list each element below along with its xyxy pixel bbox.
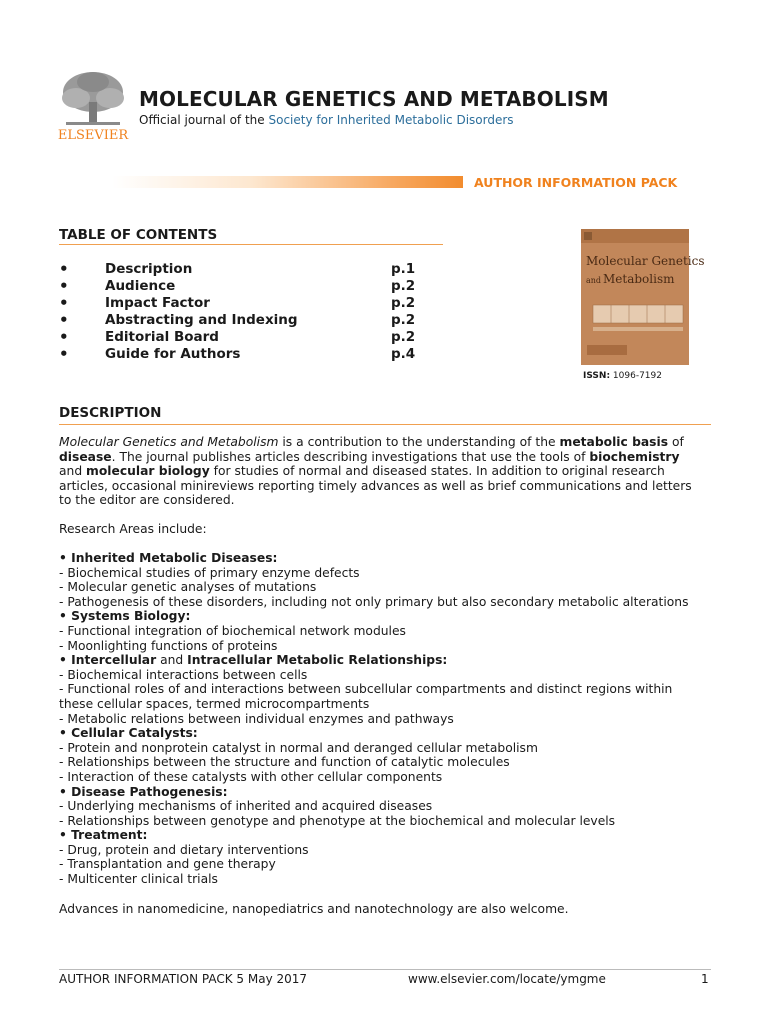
area-line: - Underlying mechanisms of inherited and acquired diseases — [59, 799, 433, 814]
elsevier-logo — [56, 68, 130, 142]
toc-item-impact-factor[interactable] — [59, 295, 429, 312]
intro-line-3 — [59, 464, 714, 479]
area-title: • Treatment: — [59, 828, 148, 843]
area-title: Intracellular Metabolic Relationships: — [187, 653, 448, 668]
toc-item-page: p.1 — [391, 261, 416, 277]
cover-title-and: and — [586, 276, 602, 285]
area-line: - Biochemical studies of primary enzyme defects — [59, 565, 360, 580]
intro-bold: molecular biology — [86, 464, 210, 479]
area-line: - Functional integration of biochemical network modules — [59, 623, 406, 638]
journal-subtitle — [139, 113, 514, 127]
pack-label: AUTHOR INFORMATION PACK — [474, 175, 678, 190]
toc-item-abstracting[interactable] — [59, 312, 429, 329]
intro-text: . The journal publishes articles describing investigations that use the tools of — [111, 449, 590, 464]
area-line: - Interaction of these catalysts with other cellular components — [59, 769, 443, 784]
footer-divider — [59, 969, 711, 970]
closing-paragraph: Advances in nanomedicine, nanopediatrics and nanotechnology are also welcome. — [59, 902, 569, 916]
area-line: - Molecular genetic analyses of mutations — [59, 580, 317, 595]
intro-line-4: articles, occasional minireviews reporting timely advances as well as brief communications and letters — [59, 478, 692, 493]
area-heading — [59, 653, 714, 668]
header-gradient-bar — [112, 176, 463, 188]
area-title: • Disease Pathogenesis: — [59, 784, 228, 799]
toc-heading: TABLE OF CONTENTS — [59, 227, 218, 243]
toc-item-page: p.2 — [391, 295, 416, 311]
toc-divider — [59, 244, 443, 245]
toc-item-title: Guide for Authors — [105, 346, 241, 362]
toc-item-page: p.2 — [391, 329, 416, 345]
toc-item-guide-for-authors[interactable] — [59, 346, 429, 363]
area-line: - Biochemical interactions between cells — [59, 667, 308, 682]
society-link[interactable]: Society for Inherited Metabolic Disorders — [268, 113, 514, 127]
description-heading: DESCRIPTION — [59, 405, 162, 421]
issn — [583, 371, 662, 381]
description-intro — [59, 435, 714, 508]
toc-item-page: p.4 — [391, 346, 416, 362]
footer-page-number: 1 — [701, 972, 709, 986]
area-bullet: • — [59, 653, 72, 668]
area-line: - Drug, protein and dietary interventions — [59, 842, 309, 857]
intro-line-1 — [59, 435, 714, 450]
toc-item-page: p.2 — [391, 278, 416, 294]
toc-item-editorial-board[interactable] — [59, 329, 429, 346]
intro-bold: biochemistry — [589, 449, 680, 464]
subtitle-prefix: Official journal of the — [139, 113, 269, 127]
toc-bullet: • — [59, 260, 69, 278]
toc-item-description[interactable] — [59, 261, 429, 278]
toc-item-title: Audience — [105, 278, 176, 294]
area-heading — [59, 785, 714, 800]
toc-bullet: • — [59, 294, 69, 312]
area-line: - Metabolic relations between individual enzymes and pathways — [59, 711, 454, 726]
area-line: - Multicenter clinical trials — [59, 872, 218, 887]
toc-bullet: • — [59, 311, 69, 329]
area-heading — [59, 828, 714, 843]
area-line: - Pathogenesis of these disorders, including not only primary but also secondary metabolic alterations — [59, 594, 689, 609]
area-line: - Functional roles of and interactions between subcellular compartments and distinct regions within — [59, 682, 673, 697]
area-conjunction: and — [156, 653, 188, 668]
area-line: these cellular spaces, termed microcompartments — [59, 696, 370, 711]
research-areas-list — [59, 551, 714, 887]
intro-text: of — [668, 435, 684, 449]
area-title: • Cellular Catalysts: — [59, 726, 198, 741]
area-title: • Inherited Metabolic Diseases: — [59, 551, 278, 565]
journal-cover-image — [581, 229, 705, 365]
journal-name-italic: Molecular Genetics and Metabolism — [59, 435, 279, 449]
toc-item-title: Description — [105, 261, 193, 277]
journal-title: MOLECULAR GENETICS AND METABOLISM — [139, 87, 609, 111]
toc-bullet: • — [59, 328, 69, 346]
area-heading — [59, 551, 714, 566]
area-line: - Relationships between the structure and function of catalytic molecules — [59, 755, 510, 770]
intro-bold: metabolic basis — [559, 435, 669, 449]
area-title: Intercellular — [71, 653, 157, 668]
intro-line-5: to the editor are considered. — [59, 493, 235, 508]
toc-item-audience[interactable] — [59, 278, 429, 295]
cover-title-line2: Metabolism — [603, 272, 675, 286]
area-line: - Relationships between genotype and phenotype at the biochemical and molecular levels — [59, 813, 616, 828]
publisher-wordmark: ELSEVIER — [57, 128, 129, 143]
toc-item-title: Abstracting and Indexing — [105, 312, 298, 328]
intro-text: for studies of normal and diseased states. In addition to original research — [209, 464, 665, 479]
toc-item-page: p.2 — [391, 312, 416, 328]
toc-item-title: Editorial Board — [105, 329, 219, 345]
issn-label: ISSN: — [583, 371, 611, 381]
description-divider — [59, 424, 711, 425]
intro-bold: disease — [59, 449, 112, 464]
footer-pack-date: AUTHOR INFORMATION PACK 5 May 2017 — [59, 972, 308, 986]
issn-value: 1096-7192 — [612, 371, 662, 381]
footer-url-link[interactable]: www.elsevier.com/locate/ymgme — [408, 972, 606, 986]
toc-bullet: • — [59, 345, 69, 363]
toc-bullet: • — [59, 277, 69, 295]
area-line: - Protein and nonprotein catalyst in normal and deranged cellular metabolism — [59, 740, 538, 755]
intro-text: and — [59, 464, 87, 479]
intro-text: is a contribution to the understanding of the — [278, 435, 560, 449]
area-heading — [59, 609, 714, 624]
cover-title-line1: Molecular Genetics — [586, 254, 705, 268]
area-heading — [59, 726, 714, 741]
intro-line-2 — [59, 450, 714, 465]
area-title: • Systems Biology: — [59, 609, 191, 624]
research-areas-label: Research Areas include: — [59, 522, 207, 536]
toc-item-title: Impact Factor — [105, 295, 210, 311]
area-line: - Moonlighting functions of proteins — [59, 638, 278, 653]
area-line: - Transplantation and gene therapy — [59, 857, 276, 872]
